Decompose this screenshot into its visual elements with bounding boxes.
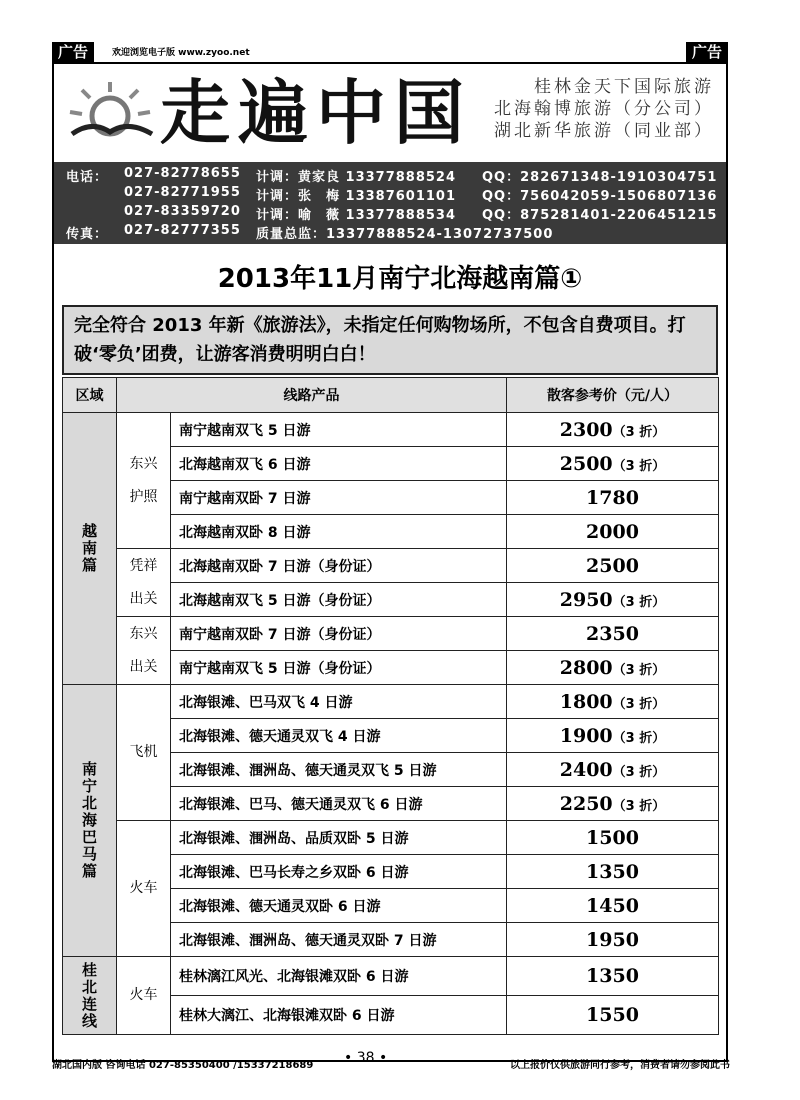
table-row xyxy=(63,549,719,583)
subgroup-cell xyxy=(117,413,171,549)
price-value: 1780 xyxy=(586,486,639,509)
price-cell xyxy=(507,889,719,923)
price-value: 1550 xyxy=(586,1004,639,1026)
header-region: 区域 xyxy=(63,378,117,413)
ad-label-right: 广告 xyxy=(686,42,728,62)
footer-disclaimer: 以上报价仅供旅游同行参考，消费者请勿参阅此书 xyxy=(510,1060,730,1071)
price-value: 2950 xyxy=(559,588,613,611)
region-cell xyxy=(63,685,117,957)
price-cell xyxy=(507,515,719,549)
price-cell xyxy=(507,855,719,889)
product-cell: 北海越南双飞 5 日游（身份证） xyxy=(171,583,507,617)
price-value: 1350 xyxy=(586,860,639,883)
product-cell: 北海银滩、涠洲岛、德天通灵双卧 7 日游 xyxy=(171,923,507,957)
phone-label: 电话： xyxy=(66,170,109,185)
region-label: 桂北连线 xyxy=(81,960,97,1030)
subgroup-cell xyxy=(117,549,171,617)
page-title: 2013年11月南宁北海越南篇① xyxy=(217,264,583,294)
price-value: 2250 xyxy=(559,792,613,815)
subgroup-label: 东兴护照 xyxy=(129,455,158,505)
header-price: 散客参考价（元/人） xyxy=(507,378,719,413)
footer-edition-info: 湖北国内版 咨询电话 027-85350400 /15337218689 xyxy=(52,1060,314,1071)
subgroup-label: 火车 xyxy=(129,987,158,1003)
policy-notice: 完全符合 2013 年新《旅游法》，未指定任何购物场所，不包含自费项目。打破‘零负’团费，让游客消费明明白白！ xyxy=(62,305,718,375)
price-value: 1800 xyxy=(559,690,613,713)
sun-logo-icon xyxy=(62,76,162,146)
discount-note: （3 折） xyxy=(612,730,666,746)
price-cell xyxy=(507,447,719,481)
page-number: • 38 • xyxy=(344,1050,388,1066)
region-cell xyxy=(63,413,117,685)
qq-contact: QQ：875281401-2206451215 xyxy=(482,208,718,223)
price-cell xyxy=(507,685,719,719)
price-value: 2350 xyxy=(586,622,639,645)
agency-line-3: 湖北新华旅游（同业部） xyxy=(494,121,714,141)
phone-number: 027-83359720 xyxy=(124,204,241,219)
phone-number: 027-82778655 xyxy=(124,166,241,181)
fax-number: 027-82777355 xyxy=(124,223,241,238)
header-product: 线路产品 xyxy=(117,378,507,413)
subgroup-label: 东兴出关 xyxy=(129,625,158,675)
website-url[interactable]: 欢迎浏览电子版 www.zyoo.net xyxy=(112,48,250,58)
subgroup-label: 飞机 xyxy=(129,744,158,760)
price-value: 1950 xyxy=(586,928,639,951)
qq-contact: QQ：756042059-1506807136 xyxy=(482,189,718,204)
price-cell xyxy=(507,549,719,583)
product-cell: 南宁越南双飞 5 日游（身份证） xyxy=(171,651,507,685)
discount-note: （3 折） xyxy=(612,696,666,712)
discount-note: （3 折） xyxy=(612,764,666,780)
product-cell: 桂林大漓江、北海银滩双卧 6 日游 xyxy=(171,996,507,1035)
quality-supervisor: 质量总监：13377888524-13072737500 xyxy=(256,227,554,242)
ad-label-left: 广告 xyxy=(52,42,94,62)
planner-contact: 计调：黄家良 13377888524 xyxy=(256,170,457,185)
product-cell: 北海越南双卧 8 日游 xyxy=(171,515,507,549)
product-cell: 北海银滩、德天通灵双飞 4 日游 xyxy=(171,719,507,753)
price-value: 2400 xyxy=(559,758,613,781)
price-value: 1900 xyxy=(559,724,613,747)
price-cell xyxy=(507,923,719,957)
product-cell: 北海越南双飞 6 日游 xyxy=(171,447,507,481)
agency-line-1: 桂林金天下国际旅游 xyxy=(534,77,714,97)
price-value: 2000 xyxy=(586,520,639,543)
price-cell xyxy=(507,481,719,515)
brand-title: 走遍中国 xyxy=(160,71,472,154)
price-cell xyxy=(507,583,719,617)
subgroup-cell xyxy=(117,821,171,957)
price-cell xyxy=(507,651,719,685)
qq-contact: QQ：282671348-1910304751 xyxy=(482,170,718,185)
discount-note: （3 折） xyxy=(612,662,666,678)
product-cell: 北海越南双卧 7 日游（身份证） xyxy=(171,549,507,583)
price-cell xyxy=(507,957,719,996)
agency-line-2: 北海翰博旅游（分公司） xyxy=(494,99,714,119)
price-value: 2500 xyxy=(559,452,613,475)
price-value: 1450 xyxy=(586,894,639,917)
price-value: 1350 xyxy=(586,965,639,987)
discount-note: （3 折） xyxy=(612,424,666,440)
discount-note: （3 折） xyxy=(612,594,666,610)
region-label: 南宁北海巴马篇 xyxy=(81,760,97,880)
product-cell: 南宁越南双卧 7 日游（身份证） xyxy=(171,617,507,651)
product-cell: 北海银滩、涠洲岛、品质双卧 5 日游 xyxy=(171,821,507,855)
table-row xyxy=(63,821,719,855)
phone-number: 027-82771955 xyxy=(124,185,241,200)
product-cell: 北海银滩、涠洲岛、德天通灵双飞 5 日游 xyxy=(171,753,507,787)
price-cell xyxy=(507,753,719,787)
subgroup-cell xyxy=(117,685,171,821)
price-cell xyxy=(507,617,719,651)
price-table xyxy=(62,377,719,1035)
price-cell xyxy=(507,787,719,821)
price-cell xyxy=(507,413,719,447)
region-label: 越南篇 xyxy=(81,522,97,574)
product-cell: 北海银滩、巴马、德天通灵双飞 6 日游 xyxy=(171,787,507,821)
price-value: 1500 xyxy=(586,826,639,849)
price-value: 2300 xyxy=(559,418,613,441)
contact-bar xyxy=(54,162,726,244)
price-value: 2800 xyxy=(559,656,613,679)
price-value: 2500 xyxy=(586,554,639,577)
price-cell xyxy=(507,996,719,1035)
table-row xyxy=(63,957,719,996)
price-cell xyxy=(507,821,719,855)
discount-note: （3 折） xyxy=(612,798,666,814)
table-row xyxy=(63,617,719,651)
planner-contact: 计调：张 梅 13387601101 xyxy=(256,189,457,204)
subgroup-cell xyxy=(117,957,171,1035)
product-cell: 南宁越南双飞 5 日游 xyxy=(171,413,507,447)
product-cell: 桂林漓江风光、北海银滩双卧 6 日游 xyxy=(171,957,507,996)
subgroup-label: 凭祥出关 xyxy=(129,557,158,607)
subgroup-label: 火车 xyxy=(129,880,158,896)
table-header-row xyxy=(63,378,719,413)
discount-note: （3 折） xyxy=(612,458,666,474)
product-cell: 北海银滩、巴马长寿之乡双卧 6 日游 xyxy=(171,855,507,889)
price-cell xyxy=(507,719,719,753)
product-cell: 南宁越南双卧 7 日游 xyxy=(171,481,507,515)
table-row xyxy=(63,685,719,719)
product-cell: 北海银滩、德天通灵双卧 6 日游 xyxy=(171,889,507,923)
product-cell: 北海银滩、巴马双飞 4 日游 xyxy=(171,685,507,719)
region-cell xyxy=(63,957,117,1035)
planner-contact: 计调：喻 薇 13377888534 xyxy=(256,208,457,223)
table-row xyxy=(63,413,719,447)
subgroup-cell xyxy=(117,617,171,685)
fax-label: 传真： xyxy=(66,227,109,242)
